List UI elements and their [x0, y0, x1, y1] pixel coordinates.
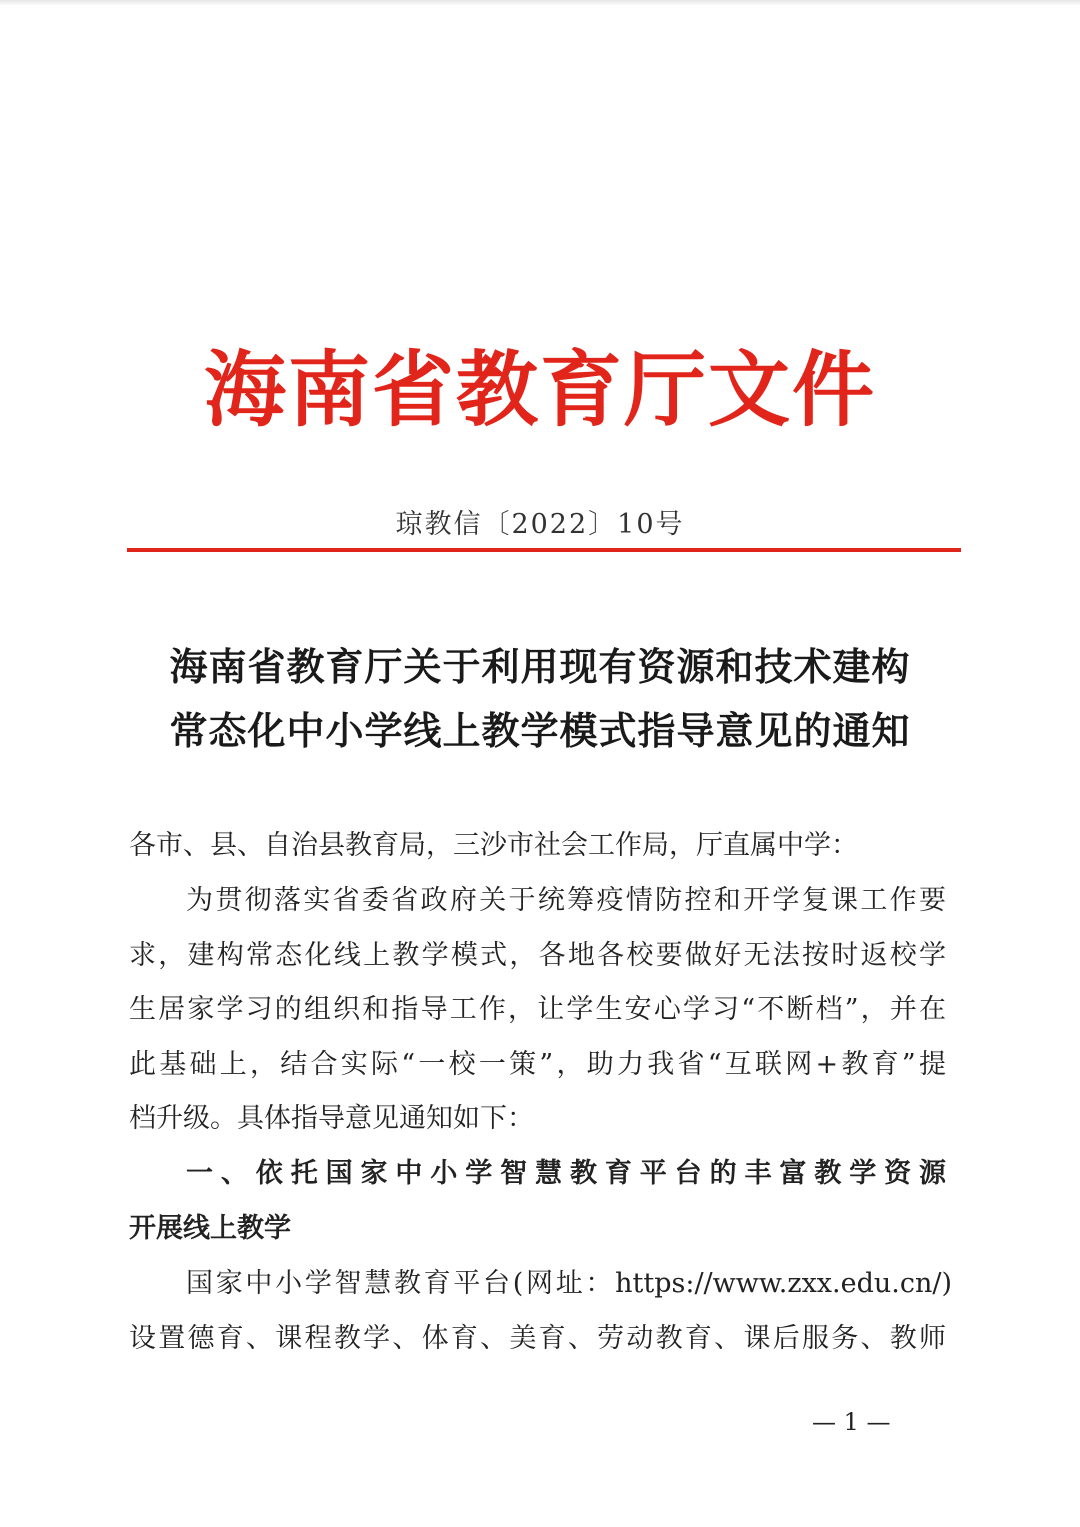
document-title-line-2: 常态化中小学线上教学模式指导意见的通知 [169, 709, 911, 753]
paragraph-2-line: 国家中小学智慧教育平台(网址：https://www.zxx.edu.cn/) [186, 1268, 952, 1299]
section-1-heading-line: 一、依托国家中小学智慧教育平台的丰富教学资源 [186, 1158, 946, 1189]
section-1-heading-line: 开展线上教学 [129, 1213, 291, 1244]
document-title-line-1: 海南省教育厅关于利用现有资源和技术建构 [169, 645, 911, 689]
page-number: — 1 — [812, 1408, 891, 1436]
paragraph-1-line: 生居家学习的组织和指导工作，让学生安心学习“不断档”，并在 [129, 994, 946, 1025]
paragraph-1-line: 求，建构常态化线上教学模式，各地各校要做好无法按时返校学 [129, 940, 946, 971]
document-masthead: 海南省教育厅文件 [203, 342, 876, 438]
page-top-edge [0, 0, 1080, 6]
red-divider-line [127, 548, 961, 552]
paragraph-2-line: 设置德育、课程教学、体育、美育、劳动教育、课后服务、教师 [129, 1323, 946, 1354]
paragraph-1-line: 档升级。具体指导意见通知如下： [129, 1103, 534, 1134]
recipients-line: 各市、县、自治县教育局，三沙市社会工作局，厅直属中学： [129, 830, 858, 861]
paragraph-1-line: 此基础上，结合实际“一校一策”，助力我省“互联网+教育”提 [129, 1049, 946, 1080]
paragraph-1-line: 为贯彻落实省委省政府关于统筹疫情防控和开学复课工作要 [186, 885, 946, 916]
document-number: 琼教信〔2022〕10号 [395, 509, 685, 540]
